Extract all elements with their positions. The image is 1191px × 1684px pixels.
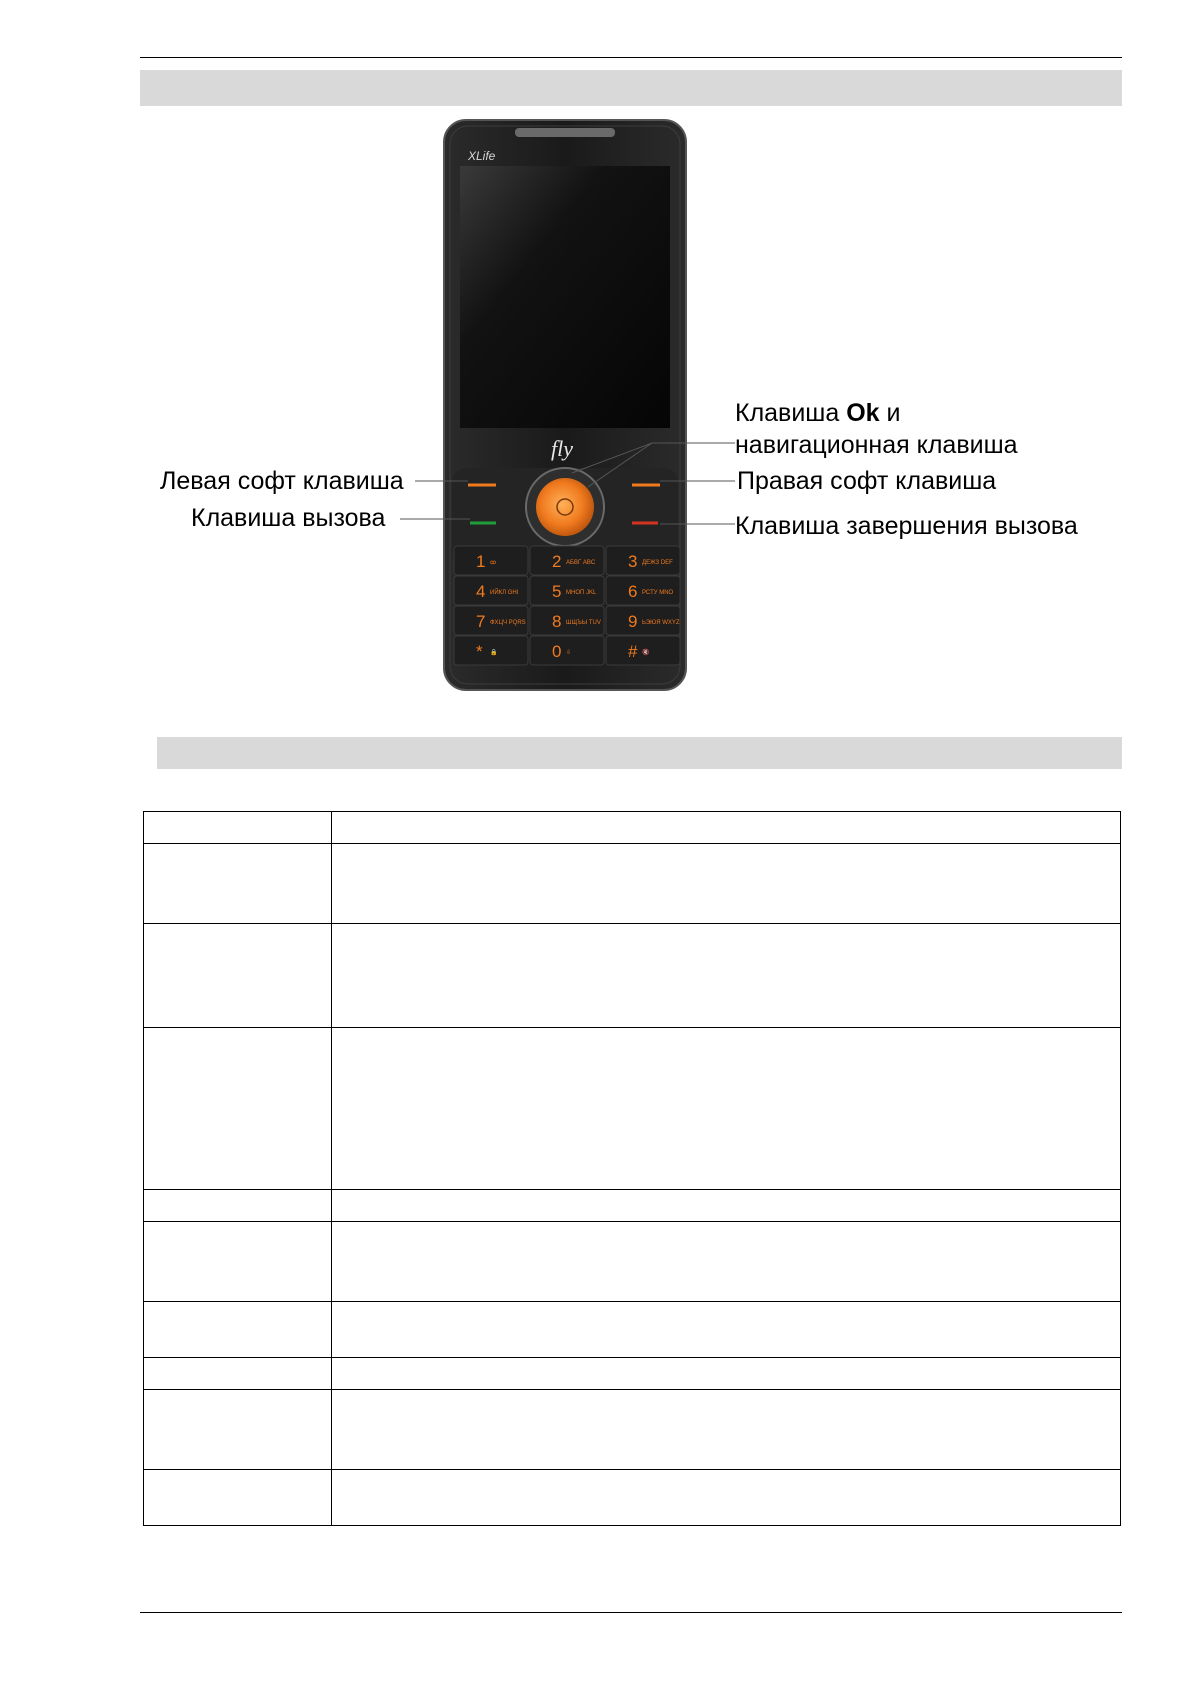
table-row [144, 812, 1121, 844]
keypad-key-letters: ЬЭЮЯ WXYZ [642, 620, 680, 626]
table-row [144, 1470, 1121, 1526]
section-heading-band-2 [157, 737, 1122, 769]
table-row [144, 1302, 1121, 1358]
table-cell-description [332, 1222, 1121, 1302]
callout-ok-nav-line1: Клавиша Ok и [735, 399, 901, 427]
table-cell-key [144, 1390, 332, 1470]
keypad-key-digit: 2 [552, 552, 562, 571]
keypad-key-letters: ШЩЪЫ TUV [566, 620, 601, 626]
keypad-key-letters: АБВГ ABC [566, 560, 596, 566]
keypad-key-digit: * [476, 642, 483, 661]
callout-ok-nav-line2: навигационная клавиша [735, 431, 1018, 459]
model-label: XLife [468, 149, 496, 163]
table-row [144, 844, 1121, 924]
keypad-key-letters: ꝏ [490, 560, 497, 566]
table-cell-description [332, 1028, 1121, 1190]
keypad-key-letters: ⇩ [566, 650, 572, 656]
keypad-key-digit: 0 [552, 642, 562, 661]
table-row [144, 1222, 1121, 1302]
callout-lines [0, 0, 1191, 700]
callout-left-soft: Левая софт клавиша [160, 467, 404, 495]
table-cell-description [332, 1190, 1121, 1222]
table-cell-key [144, 812, 332, 844]
keypad-key-digit: 3 [628, 552, 638, 571]
table-cell-key [144, 844, 332, 924]
table-cell-description [332, 1470, 1121, 1526]
keypad-key-digit: # [628, 642, 638, 661]
keypad-key-digit: 1 [476, 552, 486, 571]
keypad-key-letters: ИЙКЛ GHI [490, 590, 519, 596]
table-cell-key [144, 1470, 332, 1526]
footer-rule [140, 1612, 1122, 1613]
table-cell-key [144, 1222, 332, 1302]
callout-right-soft: Правая софт клавиша [737, 467, 997, 495]
keypad-key-digit: 4 [476, 582, 486, 601]
table-cell-description [332, 1390, 1121, 1470]
keypad-key-digit: 7 [476, 612, 486, 631]
table-cell-key [144, 1190, 332, 1222]
table-cell-description [332, 1358, 1121, 1390]
keypad-key-digit: 9 [628, 612, 638, 631]
table-cell-description [332, 812, 1121, 844]
table-row [144, 1390, 1121, 1470]
table-row [144, 1190, 1121, 1222]
keypad-key-letters: 🔒 [490, 650, 498, 656]
table-cell-description [332, 1302, 1121, 1358]
key-description-table [143, 811, 1121, 1526]
keypad-key-digit: 5 [552, 582, 562, 601]
table-cell-key [144, 1358, 332, 1390]
keypad-key-letters: 🔇 [642, 650, 650, 656]
keypad-key-letters: ДЕЖЗ DEF [642, 560, 673, 566]
keypad-key-letters: ФХЦЧ PQRS [490, 620, 526, 626]
brand-logo: fly [551, 436, 573, 461]
callout-end-call: Клавиша завершения вызова [735, 512, 1078, 540]
keypad-key-letters: РСТУ MNO [642, 590, 674, 596]
table-cell-description [332, 844, 1121, 924]
table-cell-key [144, 1028, 332, 1190]
table-row [144, 1358, 1121, 1390]
callout-call: Клавиша вызова [191, 504, 386, 532]
keypad-key-letters: МНОП JKL [566, 590, 597, 596]
keypad-key-digit: 6 [628, 582, 638, 601]
keypad-key-digit: 8 [552, 612, 562, 631]
table-row [144, 924, 1121, 1028]
table-cell-description [332, 924, 1121, 1028]
table-cell-key [144, 924, 332, 1028]
table-row [144, 1028, 1121, 1190]
table-cell-key [144, 1302, 332, 1358]
